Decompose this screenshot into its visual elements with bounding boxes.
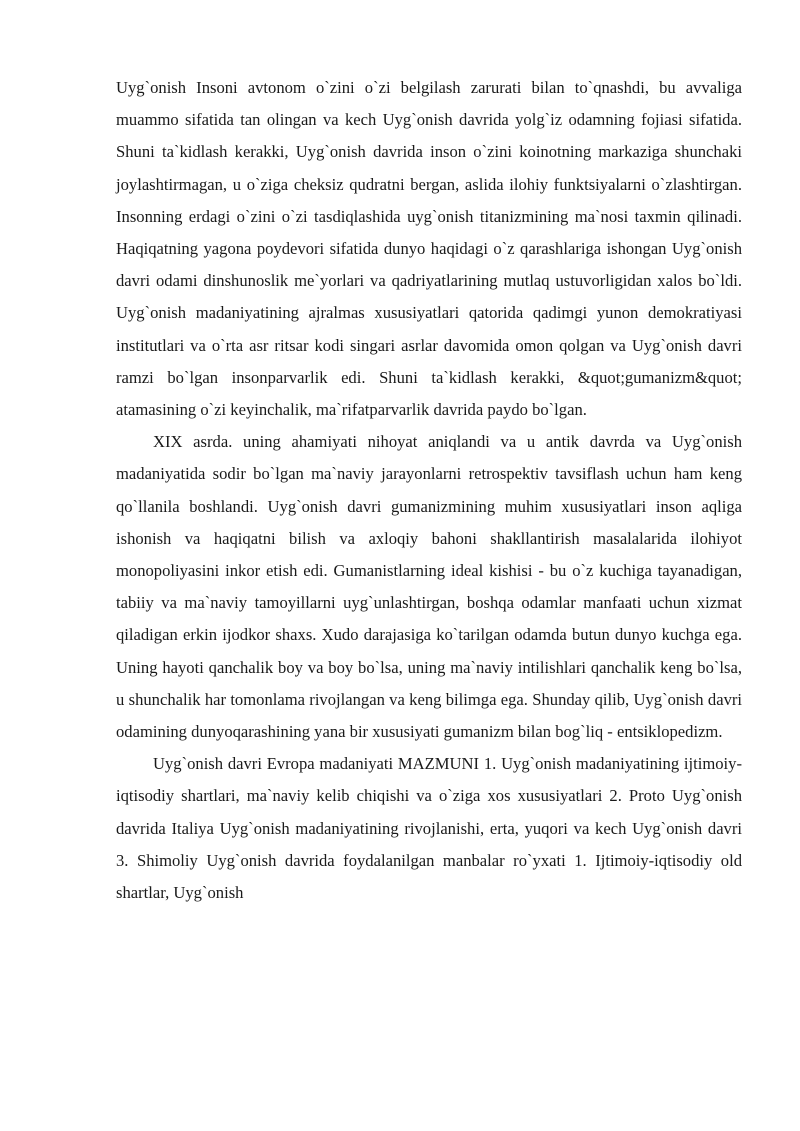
paragraph-3: Uyg`onish davri Evropa madaniyati MAZMUNI 1. Uyg`onish madaniyatining ijtimoiy-iqtisodiy shartlari, ma`naviy kelib chiqishi va o`ziga xos xususiyatlari 2. Proto Uyg`onish davrida Italiya Uyg`onish madaniyatining rivojlanishi, erta, yuqori va kech Uyg`onish davri 3. Shimoliy Uyg`onish davrida foydalanilgan manbalar ro`yxati 1. Ijtimoiy-iqtisodiy old shartlar, Uyg`onish — [116, 754, 742, 903]
paragraph-1: Uyg`onish Insoni avtonom o`zini o`zi belgilash zarurati bilan to`qnashdi, bu avvaliga muammo sifatida tan olingan va kech Uyg`onish davrida yolg`iz odamning fojiasi sifatida. Shuni ta`kidlash kerakki, Uyg`onish davrida inson o`zini koinotning markaziga shunchaki joylashtirmagan, u o`ziga cheksiz qudratni bergan, aslida ilohiy funktsiyalarni o`zlashtirgan. Insonning erdagi o`zini o`zi tasdiqlashida uyg`onish titanizmining ma`nosi taxmin qilinadi. Haqiqatning yagona poydevori sifatida dunyo haqidagi o`z qarashlariga ishongan Uyg`onish davri odami dinshunoslik me`yorlari va qadriyatlarining mutlaq ustuvorligidan xalos bo`ldi. Uyg`onish madaniyatining ajralmas xususiyatlari qatorida qadimgi yunon demokratiyasi institutlari va o`rta asr ritsar kodi singari asrlar davomida omon qolgan va Uyg`onish davri ramzi bo`lgan insonparvarlik edi. Shuni ta`kidlash kerakki, &quot;gumanizm&quot; atamasining o`zi keyinchalik, ma`rifatparvarlik davrida paydo bo`lgan. — [116, 78, 742, 420]
paragraph-2: XIX asrda. uning ahamiyati nihoyat aniqlandi va u antik davrda va Uyg`onish madaniyatida sodir bo`lgan ma`naviy jarayonlarni retrospektiv tavsiflash uchun ham keng qo`llanila boshlandi. Uyg`onish davri gumanizmining muhim xususiyatlari inson aqliga ishonish va haqiqatni bilish va axloqiy bahoni shakllantirish masalalarida ilohiyot monopoliyasini inkor etish edi. Gumanistlarning ideal kishisi - bu o`z kuchiga tayanadigan, tabiiy va ma`naviy tamoyillarni uyg`unlashtirgan, boshqa odamlar manfaati uchun xizmat qiladigan erkin ijodkor shaxs. Xudo darajasiga ko`tarilgan odamda butun dunyo kuchga ega. Uning hayoti qanchalik boy va boy bo`lsa, uning ma`naviy intilishlari qanchalik keng bo`lsa, u shunchalik har tomonlama rivojlangan va keng bilimga ega. Shunday qilib, Uyg`onish davri odamining dunyoqarashining yana bir xususiyati gumanizm bilan bog`liq - entsiklopedizm. — [116, 432, 742, 742]
body-text — [116, 72, 742, 909]
